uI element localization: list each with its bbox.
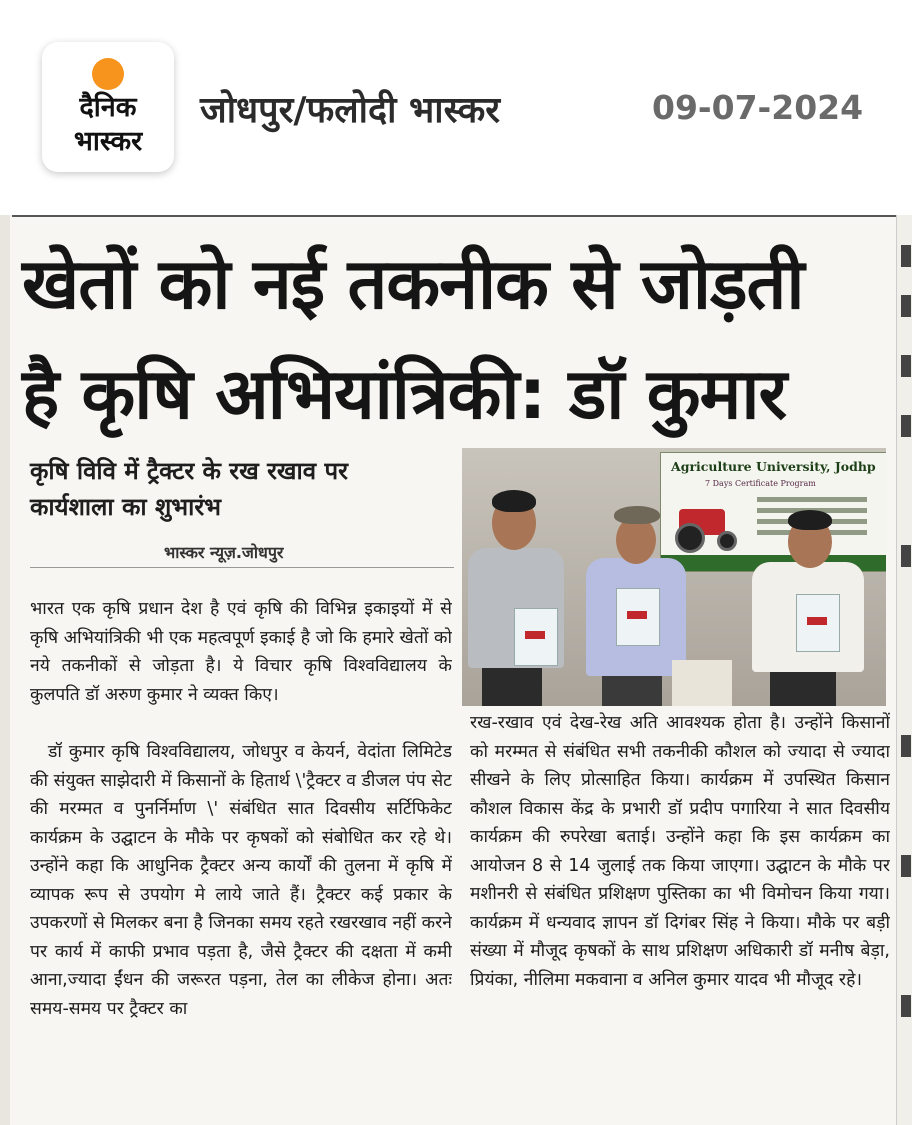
event-banner <box>660 452 886 572</box>
newspaper-clipping <box>0 215 912 1125</box>
byline: भास्कर न्यूज़.जोधपुर <box>164 543 284 562</box>
banner-title: Agriculture University, Jodhp <box>671 459 876 474</box>
booklet-center <box>616 588 660 646</box>
banner-subtitle: 7 Days Certificate Program <box>705 479 816 488</box>
logo-text-line1: दैनिक <box>79 92 137 123</box>
event-photo <box>462 448 886 706</box>
tractor-front-wheel <box>717 531 737 551</box>
clipping-left-edge <box>0 215 10 1125</box>
tractor-rear-wheel <box>675 523 705 553</box>
dainik-bhaskar-logo <box>42 42 174 172</box>
adjacent-column-edge <box>896 215 912 1125</box>
article-paragraph-2: डॉ कुमार कृषि विश्वविद्यालय, जोधपुर व केयर्न, वेदांता लिमिटेड की संयुक्त साझेदारी में किसानों के हितार्थ \'ट्रैक्टर व डीजल पंप सेट की मरम्मत व पुनर्निर्माण \' संबंधित सात दिवसीय सर्टिफिकेट कार्यक्रम के उद्घाटन के मौके पर कृषकों को संबोधित कर रहे थे। उन्होंने कहा कि आधुनिक ट्रैक्टर अन्य कार्यों की तुलना में कृषि में व्यापक रूप से उपयोग मे लाये जाते हैं। ट्रैक्टर कई प्रकार के उपकरणों से मिलकर बना है जिनका समय रहते रखरखाव नहीं करने पर कार्य में काफी प्रभाव पड़ता है, जैसे ट्रैक्टर की दक्षता में कमी आना,ज्यादा ईंधन की जरूरत पड़ना, तेल का लीकेज होना। अतः समय-समय पर ट्रैक्टर का <box>30 742 452 1019</box>
photo-table <box>672 660 732 706</box>
subheadline-line2: कार्यशाला का शुभारंभ <box>30 493 222 521</box>
headline-line1: खेतों को नई तकनीक से जोड़ती <box>22 243 804 325</box>
byline-divider <box>30 567 454 568</box>
article-paragraph-1: भारत एक कृषि प्रधान देश है एवं कृषि की विभिन्न इकाइयों में से कृषि अभियांत्रिकी भी एक महत्वपूर्ण इकाई है जो कि हमारे खेतों को नये तकनीकों से जोड़ता है। ये विचार कृषि विश्वविद्यालय के कुलपति डॉ अरुण कुमार ने व्यक्त किए। <box>30 599 452 705</box>
subheadline-line1: कृषि विवि में ट्रैक्टर के रख रखाव पर <box>30 457 348 485</box>
sun-icon <box>92 58 124 90</box>
article-paragraph-3: रख-रखाव एवं देख-रेख अति आवश्यक होता है। उन्होंने किसानों को मरम्मत से संबंधित सभी तकनीकी कौशल को ज्यादा से ज्यादा सीखने के लिए प्रोत्साहित किया। कार्यक्रम में उपस्थित किसान कौशल विकास केंद्र के प्रभारी डॉ प्रदीप पगारिया ने सात दिवसीय कार्यक्रम की रुपरेखा बताई। उन्होंने कहा कि इस कार्यक्रम का आयोजन 8 से 14 जुलाई तक किया जाएगा। उद्घाटन के मौके पर मशीनरी से संबंधित प्रशिक्षण पुस्तिका का भी विमोचन किया गया। कार्यक्रम में धन्यवाद ज्ञापन डॉ दिगंबर सिंह ने किया। मौके पर बड़ी संख्या में मौजूद कृषकों के साथ प्रशिक्षण अधिकारी डॉ मनीष बेड़ा, प्रियंका, नीलिमा मकवाना व अनिल कुमार यादव भी मौजूद रहे। <box>470 713 890 990</box>
booklet-left <box>514 608 558 666</box>
app-header <box>0 0 912 215</box>
booklet-right <box>796 594 840 652</box>
clipping-top-rule <box>12 215 896 217</box>
logo-text-line2: भास्कर <box>73 126 143 157</box>
publication-date: 09-07-2024 <box>652 88 864 127</box>
edition-title: जोधपुर/फलोदी भास्कर <box>200 90 500 131</box>
headline-line2: है कृषि अभियांत्रिकी: डॉ कुमार <box>22 353 787 435</box>
